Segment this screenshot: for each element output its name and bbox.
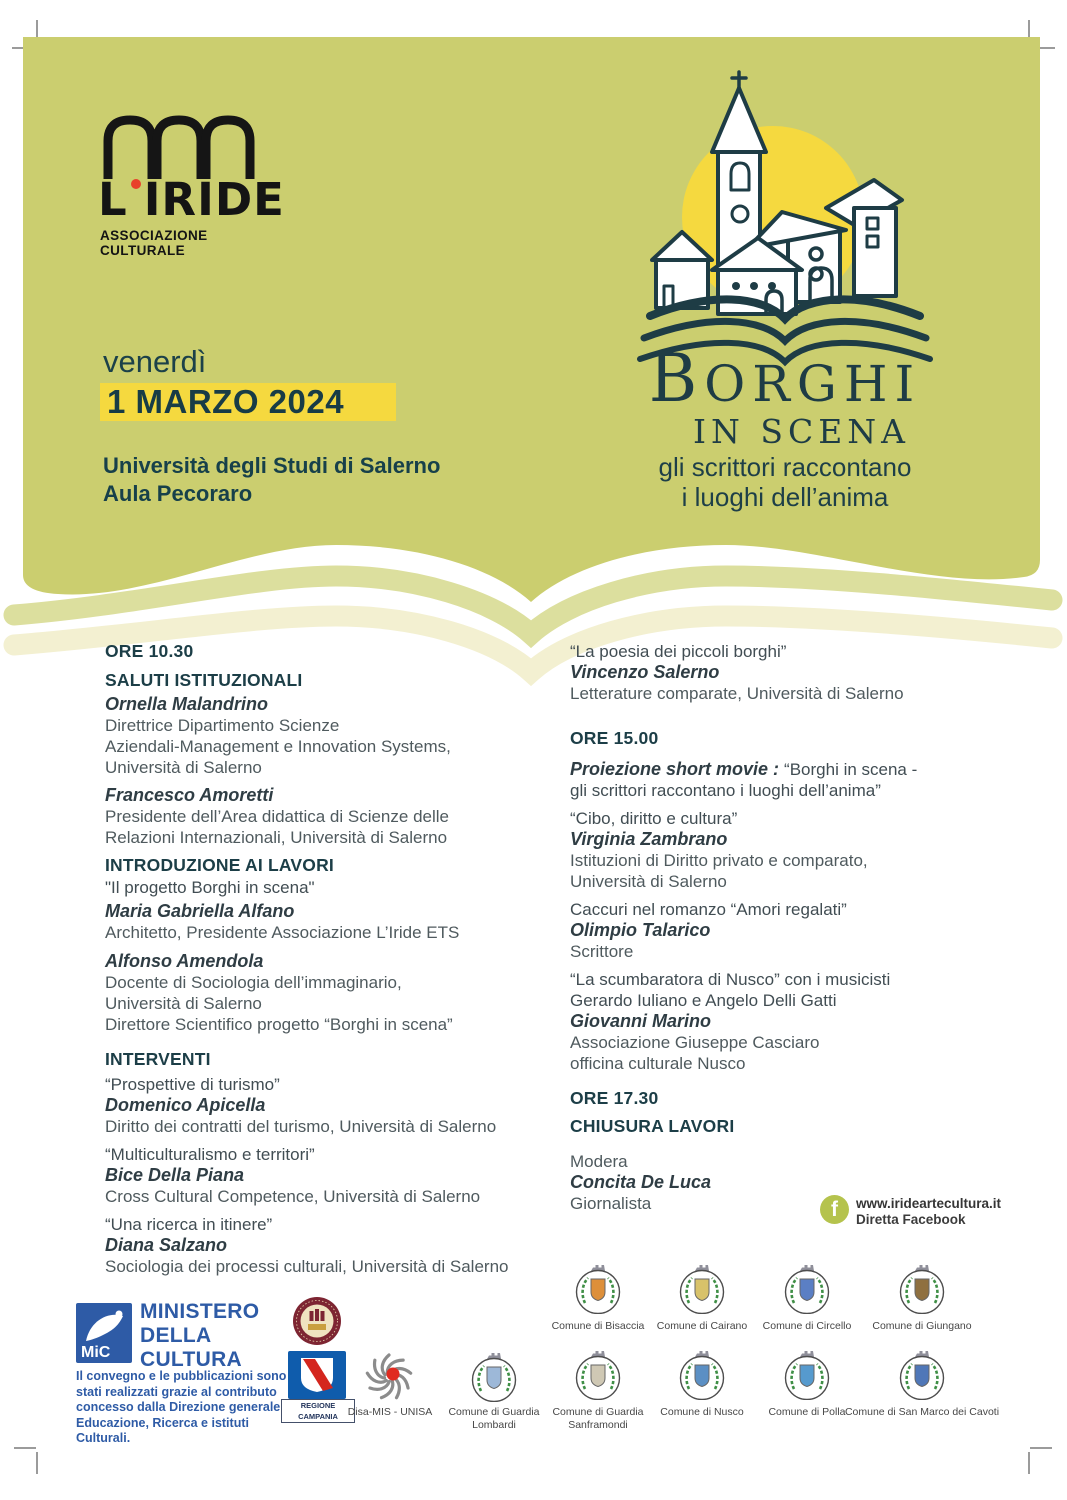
program-line: gli scrittori raccontano i luoghi dell’anima” bbox=[570, 781, 881, 800]
program-line: Vincenzo Salerno bbox=[570, 662, 720, 682]
program-line: “Cibo, diritto e cultura” bbox=[570, 809, 738, 828]
social-caption: Diretta Facebook bbox=[856, 1212, 966, 1227]
program-line: Bice Della Piana bbox=[105, 1165, 245, 1185]
program-line: Olimpio Talarico bbox=[570, 920, 711, 940]
program-line: Modera bbox=[570, 1152, 628, 1171]
event-tagline: gli scrittori raccontano i luoghi dell’anima bbox=[658, 452, 912, 512]
program-line: Aziendali-Management e Innovation Systems, bbox=[105, 737, 451, 756]
venue-name: Università degli Studi di Salerno bbox=[103, 453, 441, 478]
comune-label: Comune di Polla bbox=[768, 1406, 846, 1418]
program-column-right bbox=[570, 641, 1022, 1214]
comune-crest-icon bbox=[676, 1348, 728, 1400]
village-illustration bbox=[630, 62, 960, 372]
program-line: Docente di Sociologia dell’immaginario, bbox=[105, 973, 402, 992]
program-line: Università di Salerno bbox=[570, 872, 727, 891]
venue-room: Aula Pecoraro bbox=[103, 481, 253, 506]
guardia-lombardi-crest bbox=[468, 1350, 520, 1402]
event-date-highlight bbox=[100, 383, 396, 421]
facebook-icon: f bbox=[820, 1195, 849, 1224]
comune-crest-icon bbox=[896, 1348, 948, 1400]
liride-subtitle: ASSOCIAZIONE CULTURALE bbox=[100, 228, 208, 258]
ministry-note-line: Il convegno e le pubblicazioni sono bbox=[76, 1369, 287, 1383]
program-line: Maria Gabriella Alfano bbox=[105, 901, 295, 921]
crop-mark bbox=[14, 1447, 36, 1449]
comune-partner bbox=[676, 1262, 728, 1314]
program-line: CHIUSURA LAVORI bbox=[570, 1116, 735, 1136]
event-title: BORGHI bbox=[648, 340, 922, 417]
program-line: Domenico Apicella bbox=[105, 1095, 266, 1115]
program-line: Alfonso Amendola bbox=[105, 951, 264, 971]
comune-label: Comune di Giungano bbox=[872, 1320, 972, 1332]
ministry-note-line: Educazione, Ricerca e istituti Culturali. bbox=[76, 1415, 249, 1445]
program-line: INTRODUZIONE AI LAVORI bbox=[105, 855, 334, 875]
regione-campania-label: REGIONE CAMPANIA bbox=[281, 1399, 355, 1423]
comune-label: Comune di Cairano bbox=[656, 1320, 748, 1332]
comune-crest-icon bbox=[572, 1262, 624, 1314]
comune-crest-icon bbox=[781, 1348, 833, 1400]
program-line: Giovanni Marino bbox=[570, 1011, 712, 1031]
ministry-title: MINISTERO DELLA CULTURA bbox=[140, 1300, 260, 1371]
comune-partner bbox=[896, 1262, 948, 1314]
program-line: Direttore Scientifico progetto “Borghi in scena” bbox=[105, 1015, 453, 1034]
program-line: ORE 10.30 bbox=[105, 641, 194, 661]
guardia-lombardi-label: Comune di Guardia Lombardi bbox=[448, 1406, 540, 1431]
program-line: Direttrice Dipartimento Scienze bbox=[105, 716, 340, 735]
program-line: Ornella Malandrino bbox=[105, 694, 269, 714]
program-line: INTERVENTI bbox=[105, 1049, 211, 1069]
disa-mis-label: Disa-MIS - UNISA bbox=[347, 1406, 433, 1418]
crop-mark bbox=[1028, 1452, 1030, 1474]
program-line: “Prospettive di turismo” bbox=[105, 1075, 280, 1094]
ministry-note bbox=[76, 1369, 296, 1447]
program-line bbox=[570, 759, 1022, 780]
comune-partner bbox=[896, 1348, 948, 1400]
program-line: Diana Salzano bbox=[105, 1235, 228, 1255]
comune-partner bbox=[781, 1348, 833, 1400]
program-line: ORE 17.30 bbox=[570, 1088, 659, 1108]
event-title-line2: IN SCENA bbox=[692, 412, 910, 451]
program-line: Università di Salerno bbox=[105, 758, 262, 777]
ministry-note-line: concesso dalla Direzione generale bbox=[76, 1400, 281, 1414]
program-line: ORE 15.00 bbox=[570, 728, 659, 748]
program-line: Giornalista bbox=[570, 1194, 652, 1213]
comune-crest-icon bbox=[676, 1262, 728, 1314]
crop-mark bbox=[1030, 1447, 1052, 1449]
program-line: "Il progetto Borghi in scena" bbox=[105, 878, 315, 897]
venue-block bbox=[103, 452, 440, 508]
comune-partner bbox=[676, 1348, 728, 1400]
program-line: officina culturale Nusco bbox=[570, 1054, 746, 1073]
program-line: Presidente dell’Area didattica di Scienze delle bbox=[105, 807, 449, 826]
ministry-note-line: stati realizzati grazie al contributo bbox=[76, 1384, 277, 1399]
program-line-part: Proiezione short movie : bbox=[570, 759, 785, 779]
program-line: Università di Salerno bbox=[105, 994, 262, 1013]
comune-partner bbox=[572, 1348, 624, 1400]
program-line: “La scumbaratora di Nusco” con i musicisti bbox=[570, 970, 891, 989]
liride-arches-icon bbox=[100, 111, 260, 179]
social-url: www.irideartecultura.it bbox=[856, 1196, 1002, 1211]
regione-campania-icon bbox=[288, 1351, 346, 1399]
event-date: 1 MARZO 2024 bbox=[107, 383, 345, 420]
social-info bbox=[856, 1196, 1001, 1228]
program-line: Gerardo Iuliano e Angelo Delli Gatti bbox=[570, 991, 837, 1010]
program-line: Caccuri nel romanzo “Amori regalati” bbox=[570, 900, 847, 919]
disa-mis-icon bbox=[360, 1348, 418, 1406]
svg-text:MiC: MiC bbox=[81, 1344, 111, 1361]
program-line: SALUTI ISTITUZIONALI bbox=[105, 670, 303, 690]
comune-partner bbox=[781, 1262, 833, 1314]
program-line: Concita De Luca bbox=[570, 1172, 712, 1192]
mic-logo-icon bbox=[76, 1303, 132, 1363]
program-line: Associazione Giuseppe Casciaro bbox=[570, 1033, 820, 1052]
comune-label: Comune di Bisaccia bbox=[551, 1320, 645, 1332]
program-line: Cross Cultural Competence, Università di Salerno bbox=[105, 1187, 481, 1206]
crop-mark bbox=[36, 1452, 38, 1474]
comune-label: Comune di Nusco bbox=[660, 1406, 744, 1418]
comune-crest-icon bbox=[468, 1350, 520, 1402]
program-line-part: “Borghi in scena - bbox=[784, 760, 918, 779]
comune-partner bbox=[572, 1262, 624, 1314]
program-line: Relazioni Internazionali, Università di Salerno bbox=[105, 828, 448, 847]
program-line: “Multiculturalismo e territori” bbox=[105, 1145, 315, 1164]
program-line: Virginia Zambrano bbox=[570, 829, 728, 849]
weekday-label: venerdì bbox=[103, 344, 207, 379]
program-line: Letterature comparate, Università di Salerno bbox=[570, 684, 904, 703]
unisa-seal-icon bbox=[292, 1296, 342, 1346]
comune-label: Comune di Circello bbox=[762, 1320, 852, 1332]
comune-label: Comune di San Marco dei Cavoti bbox=[844, 1406, 1000, 1418]
program-column-left bbox=[105, 641, 557, 1277]
comune-crest-icon bbox=[781, 1262, 833, 1314]
program-line: “Una ricerca in itinere” bbox=[105, 1215, 273, 1234]
apostrophe-dot-icon bbox=[131, 179, 141, 189]
program-line: Francesco Amoretti bbox=[105, 785, 274, 805]
comune-label: Comune di Guardia Sanframondi bbox=[552, 1406, 644, 1431]
program-line: Architetto, Presidente Associazione L’Iride ETS bbox=[105, 923, 460, 942]
comune-crest-icon bbox=[896, 1262, 948, 1314]
comune-crest-icon bbox=[572, 1348, 624, 1400]
program-line: Scrittore bbox=[570, 942, 634, 961]
liride-wordmark: L IRIDE bbox=[98, 173, 285, 226]
program-line: Sociologia dei processi culturali, Università di Salerno bbox=[105, 1257, 509, 1276]
program-line: Diritto dei contratti del turismo, Università di Salerno bbox=[105, 1117, 497, 1136]
program-line: “La poesia dei piccoli borghi” bbox=[570, 642, 787, 661]
program-line: Istituzioni di Diritto privato e comparato, bbox=[570, 851, 868, 870]
